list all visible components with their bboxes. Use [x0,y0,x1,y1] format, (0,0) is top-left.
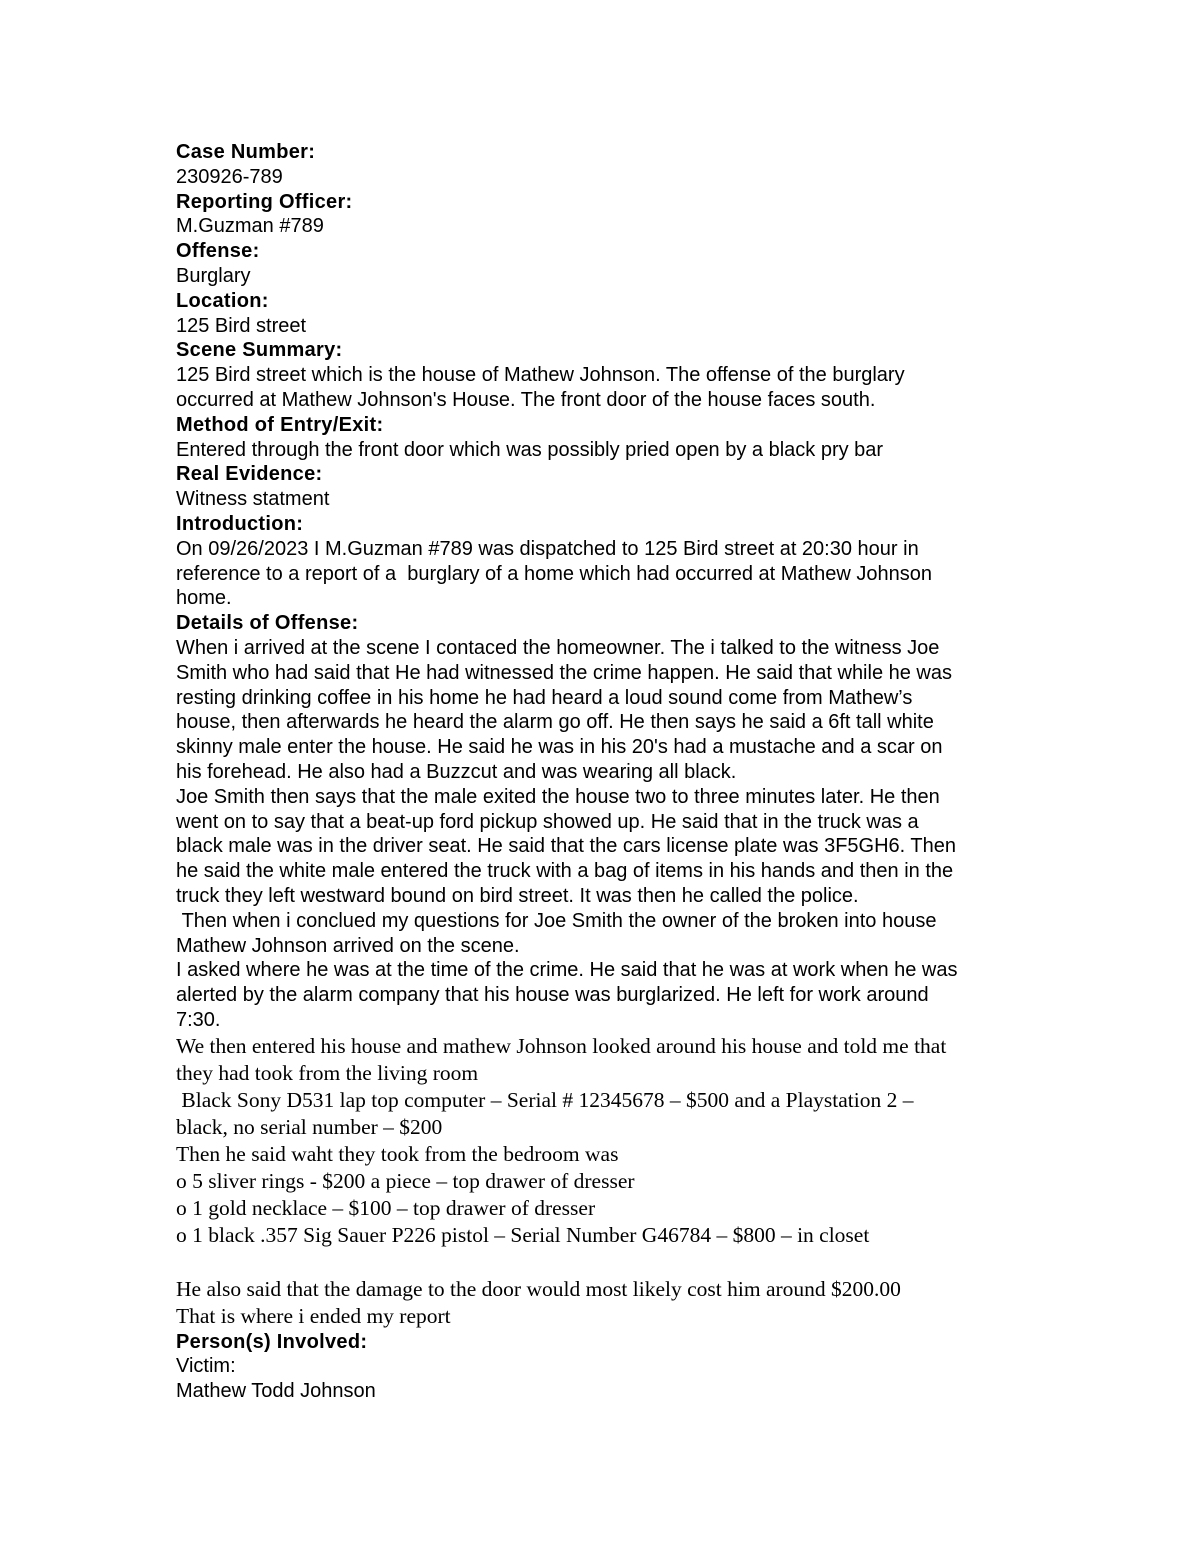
reporting-officer-value: M.Guzman #789 [176,215,324,238]
details-line: Mathew Johnson arrived on the scene. [176,934,520,957]
real-evidence-label: Real Evidence: [176,463,323,486]
stolen-items-line: they had took from the living room [176,1060,479,1085]
closing-line: That is where i ended my report [176,1303,451,1328]
location-value: 125 Bird street [176,314,307,337]
details-line: truck they left westward bound on bird street. It was then he called the police. [176,884,859,907]
stolen-items-text [176,1033,1036,1249]
method-of-entry-label: Method of Entry/Exit: [176,413,384,436]
report-document [176,140,1036,1404]
details-line: skinny male enter the house. He said he was in his 20's had a mustache and a scar on [176,736,943,759]
details-of-offense-text [176,636,1036,1033]
closing-line: He also said that the damage to the door would most likely cost him around $200.00 [176,1276,901,1301]
details-line: house, then afterwards he heard the alarm go off. He then says he said a 6ft tall white [176,711,934,734]
stolen-items-line: black, no serial number – $200 [176,1114,443,1139]
introduction-text [176,537,1036,611]
victim-label: Victim: [176,1355,236,1378]
details-of-offense-label: Details of Offense: [176,612,359,635]
case-number-value: 230926-789 [176,165,283,188]
details-line: black male was in the driver seat. He said that the cars license plate was 3F5GH6. Then [176,835,957,858]
stolen-items-line: o 1 black .357 Sig Sauer P226 pistol – Serial Number G46784 – $800 – in closet [176,1222,870,1247]
blank-line [176,1249,1036,1276]
details-line: went on to say that a beat-up ford pickup showed up. He said that in the truck was a [176,810,919,833]
introduction-line: reference to a report of a burglary of a home which had occurred at Mathew Johnson [176,562,932,585]
details-line: Then when i conclued my questions for Joe Smith the owner of the broken into house [176,909,937,932]
details-line: 7:30. [176,1008,221,1031]
offense-value: Burglary [176,264,251,287]
details-line: his forehead. He also had a Buzzcut and was wearing all black. [176,760,737,783]
scene-summary-text [176,363,1036,413]
introduction-line: home. [176,587,232,610]
details-line: he said the white male entered the truck with a bag of items in his hands and then in the [176,860,954,883]
details-line: alerted by the alarm company that his house was burglarized. He left for work around [176,984,929,1007]
reporting-officer-label: Reporting Officer: [176,190,353,213]
details-line: Joe Smith then says that the male exited the house two to three minutes later. He then [176,785,940,808]
case-number-label: Case Number: [176,141,316,163]
victim-name: Mathew Todd Johnson [176,1380,376,1403]
details-line: When i arrived at the scene I contaced the homeowner. The i talked to the witness Joe [176,636,940,659]
persons-involved-label: Person(s) Involved: [176,1330,368,1353]
location-label: Location: [176,289,269,312]
details-line: resting drinking coffee in his home he had heard a loud sound come from Mathew’s [176,686,913,709]
introduction-line: On 09/26/2023 I M.Guzman #789 was dispatched to 125 Bird street at 20:30 hour in [176,537,919,560]
method-of-entry-value: Entered through the front door which was possibly pried open by a black pry bar [176,438,884,461]
real-evidence-value: Witness statment [176,488,330,511]
details-line: I asked where he was at the time of the crime. He said that he was at work when he was [176,959,958,982]
stolen-items-line: o 1 gold necklace – $100 – top drawer of dresser [176,1195,596,1220]
introduction-label: Introduction: [176,512,304,535]
scene-summary-line: occurred at Mathew Johnson's House. The front door of the house faces south. [176,388,876,411]
offense-label: Offense: [176,240,260,263]
closing-text [176,1276,1036,1330]
stolen-items-line: We then entered his house and mathew Johnson looked around his house and told me that [176,1033,947,1058]
stolen-items-line: Then he said waht they took from the bedroom was [176,1141,619,1166]
details-line: Smith who had said that He had witnessed the crime happen. He said that while he was [176,661,952,684]
scene-summary-label: Scene Summary: [176,339,343,362]
stolen-items-line: Black Sony D531 lap top computer – Serial # 12345678 – $500 and a Playstation 2 – [176,1087,914,1112]
scene-summary-line: 125 Bird street which is the house of Mathew Johnson. The offense of the burglary [176,364,905,387]
stolen-items-line: o 5 sliver rings - $200 a piece – top drawer of dresser [176,1168,635,1193]
